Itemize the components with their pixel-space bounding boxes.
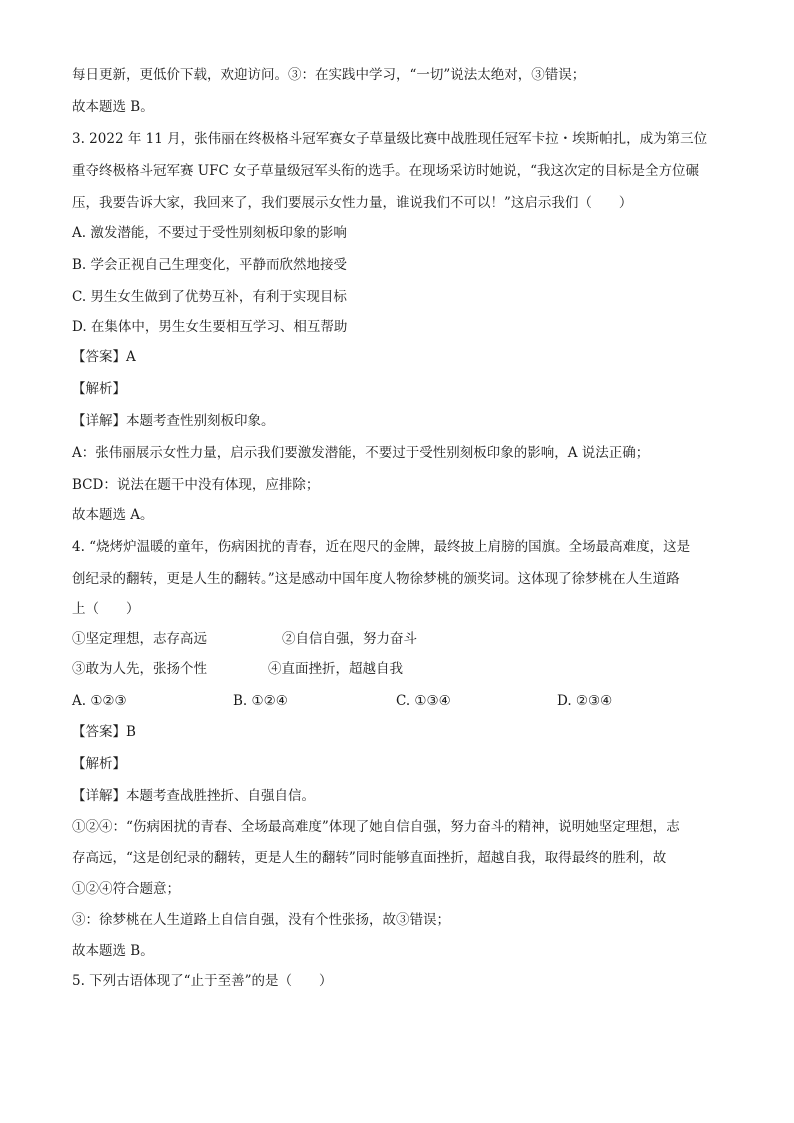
- choice-a: A. ①②③: [72, 693, 127, 709]
- statement-1: ①坚定理想，志存高远: [72, 631, 207, 647]
- text-line: ③：徐梦桃在人生道路上自信自强，没有个性张扬，故③错误；: [72, 912, 450, 928]
- detail-line: 【详解】本题考查性别刻板印象。: [72, 413, 275, 429]
- answer-label: 【答案】A: [72, 349, 136, 365]
- text-line: ①②④：“伤病困扰的青春、全场最高难度”体现了她自信自强，努力奋斗的精神，说明她坚定理想，志: [72, 819, 680, 835]
- question-4-stem: 4. “烧烤炉温暖的童年，伤病困扰的青春，近在咫尺的金牌，最终披上肩膀的国旗。全场最高难度，这是: [72, 539, 691, 555]
- statement-2: ②自信自强，努力奋斗: [282, 631, 417, 647]
- text-line: BCD：说法在题干中没有体现，应排除；: [72, 477, 320, 493]
- detail-line: 【详解】本题考查战胜挫折、自强自信。: [72, 788, 315, 804]
- text-line: 故本题选 B。: [72, 99, 154, 115]
- choice-c: C. ①③④: [396, 693, 451, 709]
- text-line: 压，我要告诉大家，我回来了，我们要展示女性力量，谁说我们不可以！”这启示我们（ ）: [72, 195, 633, 211]
- text-line: 上（ ）: [72, 601, 140, 617]
- text-line: ①②④符合题意；: [72, 881, 180, 897]
- text-line: 重夺终极格斗冠军赛 UFC 女子草量级冠军头衔的选手。在现场采访时她说，“我这次定的目标是全方位碾: [72, 163, 700, 179]
- text-line: 每日更新，更低价下载，欢迎访问。③：在实践中学习，“一切”说法太绝对，③错误；: [72, 67, 586, 83]
- choice-b: B. ①②④: [233, 693, 288, 709]
- text-line: A：张伟丽展示女性力量，启示我们要激发潜能，不要过于受性别刻板印象的影响，A 说法正确；: [72, 445, 650, 461]
- text-line: 创纪录的翻转，更是人生的翻转。”这是感动中国年度人物徐梦桃的颁奖词。这体现了徐梦桃在人生道路: [72, 571, 680, 587]
- option-b: B. 学会正视自己生理变化，平静而欣然地接受: [72, 257, 348, 273]
- question-3-stem: 3. 2022 年 11 月，张伟丽在终极格斗冠军赛女子草量级比赛中战胜现任冠军卡拉・埃斯帕扎，成为第三位: [72, 131, 708, 147]
- statement-3: ③敢为人先，张扬个性: [72, 661, 207, 677]
- answer-label: 【答案】B: [72, 724, 136, 740]
- analysis-label: 【解析】: [72, 381, 126, 397]
- text-line: 存高远，“这是创纪录的翻转，更是人生的翻转”同时能够直面挫折，超越自我，取得最终的胜利，故: [72, 850, 667, 866]
- analysis-label: 【解析】: [72, 756, 126, 772]
- statement-4: ④直面挫折，超越自我: [268, 661, 403, 677]
- option-a: A. 激发潜能，不要过于受性别刻板印象的影响: [72, 225, 347, 241]
- choice-d: D. ②③④: [557, 693, 613, 709]
- option-d: D. 在集体中，男生女生要相互学习、相互帮助: [72, 319, 348, 335]
- option-c: C. 男生女生做到了优势互补，有利于实现目标: [72, 289, 347, 305]
- text-line: 故本题选 A。: [72, 507, 154, 523]
- text-line: 故本题选 B。: [72, 943, 154, 959]
- question-5-stem: 5. 下列古语体现了“止于至善”的是（ ）: [72, 973, 333, 989]
